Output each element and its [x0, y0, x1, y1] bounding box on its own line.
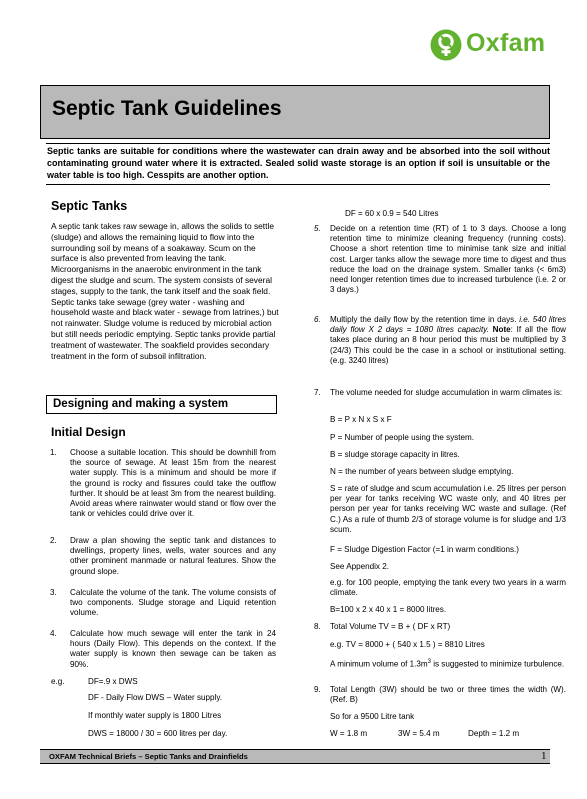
- list-item-number: 1.: [50, 448, 57, 457]
- note-label: Note: [492, 325, 511, 335]
- list-item-number: 4.: [50, 629, 57, 638]
- list-item-text: Choose a suitable location. This should be downhill from the source of sewage. At least 15m from the nearest water supply. This is a minimum and should be more if the ground is rocky and fissures could take the outflow further. It should be at least 3m from the nearest building. Avoid areas where rainwater would stand or flow over the tank or vehicles could drive over it.: [70, 448, 276, 519]
- list-item-number: 6.: [314, 315, 321, 324]
- design-heading-text: Designing and making a system: [53, 398, 229, 410]
- list-item-text: Total Volume TV = B + ( DF x RT): [330, 622, 451, 631]
- septic-paragraph: A septic tank takes raw sewage in, allows the solids to settle (sludge) and allows the remaining liquid to flow into the surrounding soil by means of a soakaway. Scum on the surface is also prevented from leaving the tank. Microorganisms in the anaerobic environment in the tank digest the sludge and scum. The system consists of several stages, supply to the tank, the tank itself and the soak field. Septic tanks take sewage (grey water - washing and household waste and black water - sewage from latrines,) but not rainwater. Sludge volume is reduced by microbial action but still needs periodic emptying. Septic tanks provide partial treatment of wastewater. The soakfield provides secondary treatment in the form of subsoil infiltration.: [51, 221, 279, 361]
- tank-width: W = 1.8 m: [330, 729, 368, 738]
- item6-lead: Multiply the daily flow by the retention time in days.: [330, 315, 517, 324]
- n-definition: N = the number of years between sludge emptying.: [330, 467, 514, 476]
- example-line: DF=.9 x DWS: [88, 677, 138, 686]
- design-box-heading: [46, 395, 277, 414]
- intro-bottom-rule: [46, 184, 550, 185]
- item6-example: i.e. 540 litres daily flow X 2 days = 1080 litres capacity.: [330, 315, 567, 335]
- tank-length: 3W = 5.4 m: [398, 729, 440, 738]
- example-line: DWS = 18000 / 30 = 600 litres per day.: [88, 729, 228, 738]
- list-item-text: Calculate the volume of the tank. The volume consists of two components. Sludge storage and Liquid retention volume.: [70, 588, 276, 618]
- oxfam-logo-icon: [430, 29, 462, 61]
- list-item-number: 2.: [50, 536, 57, 545]
- example-line: DF - Daily Flow DWS – Water supply.: [88, 693, 223, 702]
- sludge-calculation: B=100 x 2 x 40 x 1 = 8000 litres.: [330, 605, 447, 614]
- sludge-formula: B = P x N x S x F: [330, 415, 392, 424]
- list-item-text: Calculate how much sewage will enter the tank in 24 hours (Daily Flow). This depends on the context. If the water supply is known then sewage can be taken as 90%.: [70, 629, 276, 669]
- list-item-number: 9.: [314, 685, 321, 694]
- superscript: 3: [427, 659, 431, 665]
- appendix-reference: See Appendix 2.: [330, 562, 389, 571]
- minimum-volume-note: [330, 657, 566, 670]
- df-result-line: DF = 60 x 0.9 = 540 Litres: [345, 209, 439, 218]
- tank-depth: Depth = 1.2 m: [468, 729, 520, 738]
- min-volume-text: is suggested to minimize turbulence.: [430, 659, 565, 669]
- page-number: 1: [541, 750, 547, 762]
- footer-bar: [40, 749, 550, 764]
- septic-heading: Septic Tanks: [51, 199, 128, 213]
- example-label: e.g.: [51, 677, 65, 686]
- min-volume-text: A minimum volume of 1.3m: [330, 659, 428, 669]
- example-line: If monthly water supply is 1800 Litres: [88, 711, 222, 720]
- intro-text: Septic tanks are suitable for conditions where the wastewater can drain away and be absorbed into the soil without contaminating ground water where it is extracted. Sealed solid waste storage is an option if soil is unsuitable or the water table is too high. Cesspits are another option.: [47, 146, 550, 180]
- initial-design-heading: Initial Design: [51, 425, 126, 439]
- total-volume-example: e.g. TV = 8000 + ( 540 x 1.5 ) = 8810 Litres: [330, 640, 485, 649]
- list-item-number: 3.: [50, 588, 57, 597]
- f-definition: F = Sludge Digestion Factor (=1 in warm conditions.): [330, 545, 519, 554]
- list-item-text: Draw a plan showing the septic tank and distances to dwellings, property lines, wells, water sources and any other prominent manmade or natural features. Show the ground slope.: [70, 536, 276, 576]
- list-item-number: 5.: [314, 224, 321, 233]
- list-item-text: [330, 315, 566, 366]
- brand-name: Oxfam: [466, 29, 546, 57]
- p-definition: P = Number of people using the system.: [330, 433, 475, 442]
- item6-note: : If all the flow takes place during an 8 hour period this must be multiplied by 3 (24/3) This could be the case in a school or institutional setting. (e.g. 3240 litres): [330, 325, 567, 365]
- title-banner: [40, 85, 550, 139]
- list-item-number: 7.: [314, 388, 321, 397]
- list-item-text: The volume needed for sludge accumulation in warm climates is:: [330, 388, 563, 397]
- footer-text: OXFAM Technical Briefs – Septic Tanks and Drainfields: [49, 752, 248, 761]
- page-title: Septic Tank Guidelines: [52, 97, 282, 120]
- b-definition: B = sludge storage capacity in litres.: [330, 450, 460, 459]
- tank-size-line: So for a 9500 Litre tank: [330, 712, 415, 721]
- list-item-text: Decide on a retention time (RT) of 1 to 3 days. Choose a long retention time to minimize cleaning frequency (running costs). Choose a short retention time to minimise tank size and initial cost. Larger tanks allow the sewage more time to digest and thus reduce the load on the drainage system. Smaller tanks (< 6m3) need longer retention times due to increased turbulence (i.e. 2 or 3 days.): [330, 224, 566, 295]
- s-definition: S = rate of sludge and scum accumulation i.e. 25 litres per person per year for tanks receiving WC waste only, and 40 litres per person per year for tanks receiving WC waste and sullage. (Ref C.) As a rule of thumb 2/3 of storage volume is for sludge and 1/3 scum.: [330, 484, 566, 534]
- list-item-text: Total Length (3W) should be two or three times the width (W). (Ref. B): [330, 685, 566, 705]
- oxfam-logo: [430, 28, 560, 62]
- sludge-example: e.g. for 100 people, emptying the tank every two years in a warm climate.: [330, 578, 566, 598]
- list-item-number: 8.: [314, 622, 321, 631]
- intro-top-rule: [46, 143, 550, 144]
